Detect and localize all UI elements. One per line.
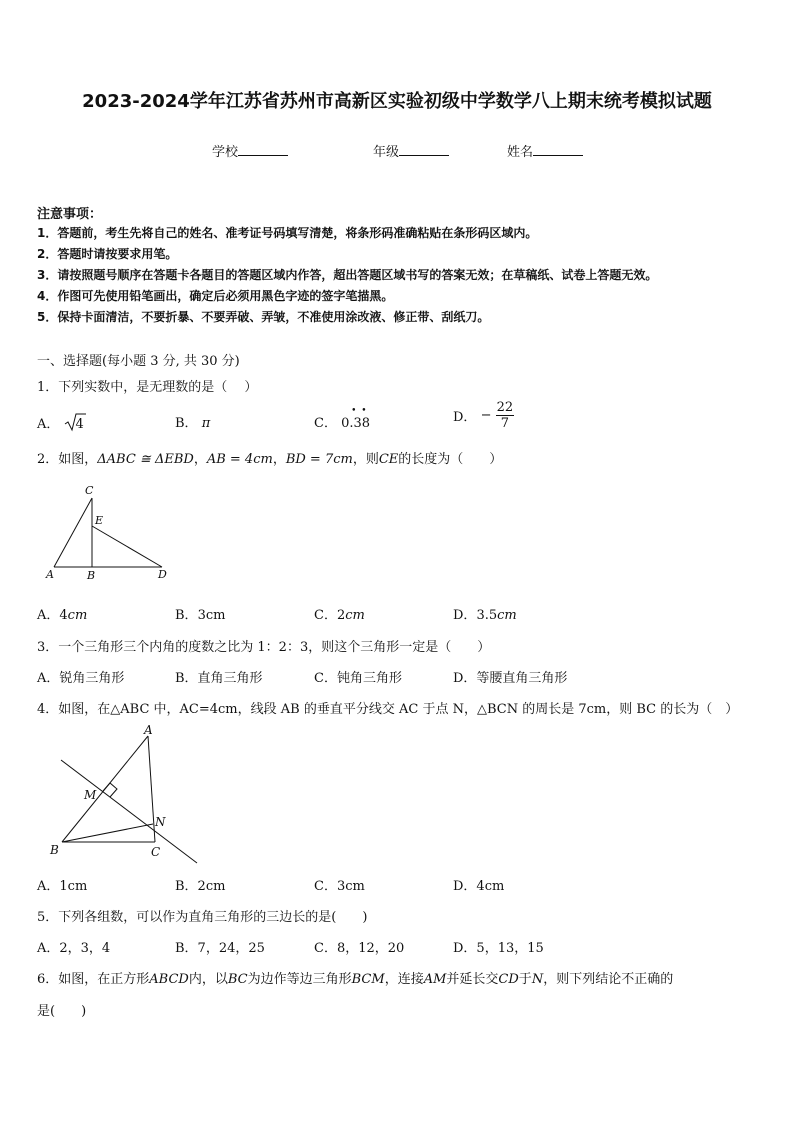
notice-heading: 注意事项：: [37, 207, 103, 222]
label-b: B: [50, 843, 59, 857]
name-label: 姓名: [507, 145, 534, 160]
math-abcd: ABCD: [149, 972, 189, 987]
q2-option-d: [453, 604, 517, 623]
q5-option-c: C．8，12，20: [314, 941, 405, 956]
school-label: 学校: [212, 145, 239, 160]
stem-text: 内，以: [188, 972, 228, 987]
q5-option-a: A．2，3，4: [37, 941, 111, 956]
stem-text: ，则下列结论不正确的: [543, 972, 674, 987]
option-value: 2: [336, 608, 346, 623]
stem-text: 6．如图，在正方形: [37, 972, 150, 987]
q1-option-d: [453, 400, 514, 431]
fraction-denominator: 7: [500, 416, 510, 431]
q5-option-d: D．5，13，15: [453, 941, 544, 956]
q4-option-b: B．2cm: [175, 879, 226, 894]
option-unit: cm: [345, 608, 365, 623]
notice-item: 1．答题前，考生先将自己的姓名、准考证号码填写清楚，将条形码准确粘贴在条形码区域内。: [37, 226, 538, 240]
fraction: [496, 400, 515, 431]
option-unit: cm: [497, 608, 517, 623]
math-n: N: [531, 972, 544, 987]
math-am: AM: [423, 972, 447, 987]
math-ab: AB = 4cm: [206, 452, 273, 467]
q1-option-b: [175, 412, 210, 431]
option-label: C．: [314, 608, 337, 623]
stem-text: 为边作等边三角形: [247, 972, 352, 987]
label-c: C: [85, 484, 94, 497]
label-a: A: [46, 568, 54, 581]
question-4-stem: 4．如图，在△ABC 中，AC=4cm，线段 AB 的垂直平分线交 AC 于点 N，△BCN 的周长是 7cm，则 BC 的长为（ ）: [37, 702, 739, 717]
name-blank: [533, 143, 583, 156]
stem-text: 的长度为（ ）: [398, 452, 503, 467]
school-field: [212, 141, 288, 160]
stem-text: ，则: [352, 452, 379, 467]
stem-text: ，: [272, 452, 286, 467]
question-2-stem: [37, 448, 502, 467]
label-b: B: [87, 569, 96, 582]
q4-figure: [45, 720, 205, 865]
stem-text: ，连接: [384, 972, 424, 987]
label-m: M: [84, 788, 97, 802]
section-heading: 一、选择题(每小题 3 分, 共 30 分): [37, 354, 240, 369]
option-value: 3.5: [476, 608, 498, 623]
notice-item: 5．保持卡面清洁，不要折暴、不要弄破、弄皱，不准使用涂改液、修正带、刮纸刀。: [37, 310, 490, 324]
question-6-line2: 是( ): [37, 1004, 87, 1019]
option-sign: −: [480, 408, 492, 423]
label-d: D: [158, 568, 167, 581]
math-bd: BD = 7cm: [285, 452, 353, 467]
q3-option-b: B．直角三角形: [175, 671, 263, 686]
q2-figure: [40, 482, 180, 587]
q2-option-c: [314, 604, 365, 623]
option-label: B．: [175, 416, 198, 431]
stem-text: 于: [518, 972, 532, 987]
q3-option-d: D．等腰直角三角形: [453, 671, 568, 686]
label-c: C: [151, 845, 161, 859]
label-a: A: [144, 723, 153, 737]
stem-text: 2．如图，: [37, 452, 98, 467]
option-value: π: [201, 416, 211, 431]
question-3-stem: 3．一个三角形三个内角的度数之比为 1：2：3，则这个三角形一定是（ ）: [37, 640, 491, 655]
notice-item: 3．请按照题号顺序在答题卡各题目的答题区域内作答，超出答题区域书写的答案无效；在草稿纸、试卷上答题无效。: [37, 268, 658, 282]
notice-item: 2．答题时请按要求用笔。: [37, 247, 178, 261]
math-bcm: BCM: [351, 972, 385, 987]
option-label: A．: [37, 417, 60, 432]
q5-option-b: B．7，24，25: [175, 941, 265, 956]
math-bc: BC: [227, 972, 248, 987]
math-cd: CD: [498, 972, 519, 987]
repeating-decimal: [341, 406, 371, 431]
fraction-numerator: 22: [496, 400, 514, 415]
option-label: D．: [453, 608, 477, 623]
math-congruence: ΔABC ≅ ΔEBD: [97, 452, 194, 467]
page-title: 2023-2024学年江苏省苏州市高新区实验初级中学数学八上期末统考模拟试题: [82, 91, 712, 112]
question-6-stem: [37, 968, 673, 987]
stem-text: 并延长交: [446, 972, 499, 987]
q4-option-d: D．4cm: [453, 879, 505, 894]
label-n: N: [155, 815, 166, 829]
repeat-dots: • •: [351, 406, 368, 416]
stem-text: ，: [193, 452, 207, 467]
name-field: [507, 141, 583, 160]
option-value: 4: [59, 608, 68, 623]
grade-blank: [399, 143, 449, 156]
option-label: B．: [175, 608, 198, 623]
q4-option-a: A．1cm: [37, 879, 88, 894]
option-label: A．: [37, 608, 60, 623]
label-e: E: [95, 514, 104, 527]
q4-option-c: C．3cm: [314, 879, 365, 894]
q2-option-a: [37, 604, 87, 623]
q3-option-a: A．锐角三角形: [37, 671, 125, 686]
question-1-stem: 1．下列实数中，是无理数的是（ ）: [37, 380, 258, 395]
option-label: D．: [453, 410, 477, 425]
q3-option-c: C．钝角三角形: [314, 671, 402, 686]
option-label: C．: [314, 416, 337, 431]
question-5-stem: 5．下列各组数，可以作为直角三角形的三边长的是( ): [37, 910, 368, 925]
notice-item: 4．作图可先使用铅笔画出，确定后必须用黑色字迹的签字笔描黑。: [37, 289, 394, 303]
option-value: 4: [75, 417, 84, 432]
option-value: 0.38: [341, 416, 371, 431]
option-unit: cm: [67, 608, 88, 623]
school-blank: [238, 143, 288, 156]
math-ce: CE: [378, 452, 399, 467]
q2-option-b: [175, 604, 225, 623]
grade-label: 年级: [373, 145, 400, 160]
q1-option-c: [314, 406, 371, 431]
option-value: 3cm: [197, 608, 226, 623]
q1-option-a: [37, 412, 84, 432]
grade-field: [373, 141, 449, 160]
